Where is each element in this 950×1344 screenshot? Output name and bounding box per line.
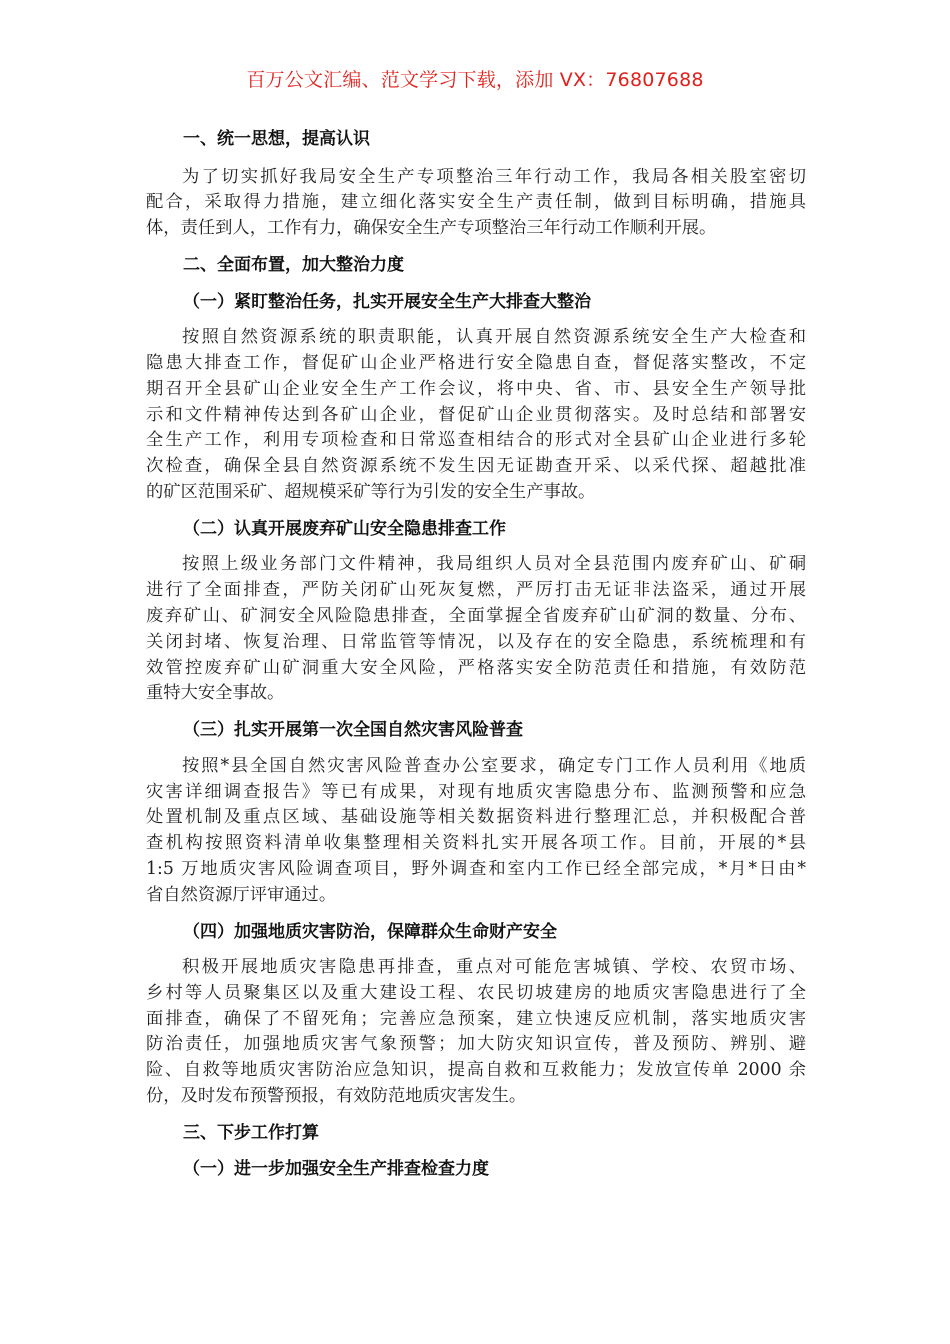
paragraph-line: 灾害详细调查报告》等已有成果，对现有地质灾害隐患分布、监测预警和应急 xyxy=(146,781,806,802)
paragraph-line: 隐患大排查工作，督促矿山企业严格进行安全隐患自查，督促落实整改，不定 xyxy=(146,352,806,373)
paragraph-line: 按照自然资源系统的职责职能，认真开展自然资源系统安全生产大检查和 xyxy=(182,327,806,348)
paragraph-line: 查机构按照资料清单收集整理相关资料扎实开展各项工作。目前，开展的*县 xyxy=(146,833,806,854)
paragraph-line: 按照上级业务部门文件精神，我局组织人员对全县范围内废弃矿山、矿硐 xyxy=(182,554,806,575)
subsection-heading: （一）进一步加强安全生产排查检查力度 xyxy=(183,1159,489,1180)
watermark-banner: 百万公文汇编、范文学习下载，添加 VX：76807688 xyxy=(246,69,704,91)
paragraph xyxy=(146,165,806,242)
paragraph-line: 险、自救等地质灾害防治应急知识，提高自救和互救能力；发放宣传单 2000 余 xyxy=(146,1060,806,1081)
paragraph-line: 期召开全县矿山企业安全生产工作会议，将中央、省、市、县安全生产领导批 xyxy=(146,378,806,399)
paragraph-line: 体，责任到人，工作有力，确保安全生产专项整治三年行动工作顺利开展。 xyxy=(146,218,717,239)
paragraph xyxy=(146,552,806,707)
paragraph xyxy=(146,955,806,1110)
paragraph xyxy=(146,325,806,506)
paragraph-line: 处置机制及重点区域、基础设施等相关数据资料进行整理汇总，并积极配合普 xyxy=(146,807,806,828)
section-heading: 二、全面布置，加大整治力度 xyxy=(183,254,404,275)
paragraph-line: 重特大安全事故。 xyxy=(146,683,285,704)
paragraph xyxy=(146,754,806,909)
paragraph-line: 面排查，确保了不留死角；完善应急预案，建立快速反应机制，落实地质灾害 xyxy=(146,1008,806,1029)
paragraph-line: 份，及时发布预警预报，有效防范地质灾害发生。 xyxy=(146,1086,527,1107)
subsection-heading: （四）加强地质灾害防治，保障群众生命财产安全 xyxy=(183,921,557,942)
paragraph-line: 的矿区范围采矿、超规模采矿等行为引发的安全生产事故。 xyxy=(146,481,596,502)
paragraph-line: 配合，采取得力措施，建立细化落实安全生产责任制，做到目标明确，措施具 xyxy=(146,192,806,213)
paragraph-line: 防治责任，加强地质灾害气象预警；加大防灾知识宣传，普及预防、辨别、避 xyxy=(146,1034,806,1055)
paragraph-line: 乡村等人员聚集区以及重大建设工程、农民切坡建房的地质灾害隐患进行了全 xyxy=(146,982,806,1003)
document-body xyxy=(146,126,806,1183)
paragraph-line: 积极开展地质灾害隐患再排查，重点对可能危害城镇、学校、农贸市场、 xyxy=(182,957,806,978)
section-heading: 一、统一思想，提高认识 xyxy=(183,129,370,149)
paragraph-line: 按照*县全国自然灾害风险普查办公室要求，确定专门工作人员利用《地质 xyxy=(182,755,806,776)
paragraph-line: 示和文件精神传达到各矿山企业，督促矿山企业贯彻落实。及时总结和部署安 xyxy=(146,404,806,425)
paragraph-line: 关闭封堵、恢复治理、日常监管等情况，以及存在的安全隐患，系统梳理和有 xyxy=(146,631,806,652)
section-heading: 三、下步工作打算 xyxy=(183,1122,319,1143)
paragraph-line: 次检查，确保全县自然资源系统不发生因无证勘查开采、以采代探、超越批准 xyxy=(146,456,806,477)
paragraph-line: 为了切实抓好我局安全生产专项整治三年行动工作，我局各相关股室密切 xyxy=(182,166,806,187)
paragraph-line: 进行了全面排查，严防关闭矿山死灰复燃，严厉打击无证非法盗采，通过开展 xyxy=(146,580,806,601)
subsection-heading: （三）扎实开展第一次全国自然灾害风险普查 xyxy=(183,720,523,741)
paragraph-line: 省自然资源厅评审通过。 xyxy=(146,884,337,905)
subsection-heading: （二）认真开展废弃矿山安全隐患排查工作 xyxy=(183,518,506,539)
subsection-heading: （一）紧盯整治任务，扎实开展安全生产大排查大整治 xyxy=(183,291,591,312)
paragraph-line: 废弃矿山、矿洞安全风险隐患排查，全面掌握全省废弃矿山矿洞的数量、分布、 xyxy=(146,605,806,626)
paragraph-line: 效管控废弃矿山矿洞重大安全风险，严格落实安全防范责任和措施，有效防范 xyxy=(146,657,806,678)
paragraph-line: 1:5 万地质灾害风险调查项目，野外调查和室内工作已经全部完成，*月*日由* xyxy=(146,858,806,879)
paragraph-line: 全生产工作，利用专项检查和日常巡查相结合的形式对全县矿山企业进行多轮 xyxy=(146,430,806,451)
